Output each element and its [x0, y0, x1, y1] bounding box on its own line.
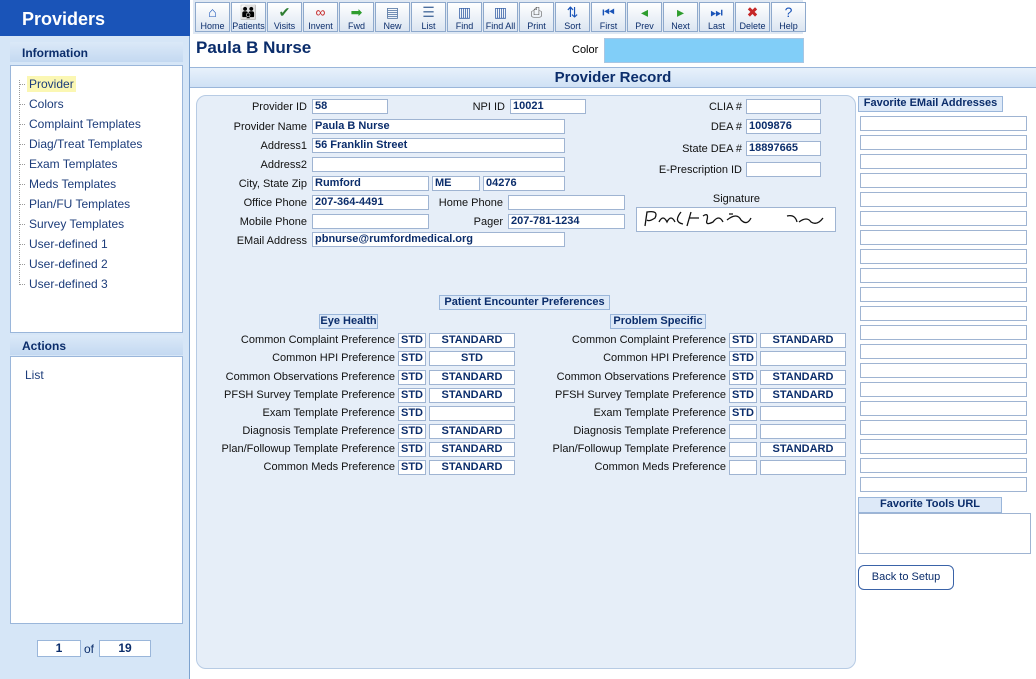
problem-specific-pref-value[interactable] [760, 406, 846, 421]
dea-field[interactable]: 1009876 [746, 119, 821, 134]
npi-id-field[interactable]: 10021 [510, 99, 586, 114]
state-dea-label: State DEA # [682, 143, 742, 155]
toolbar-button-label: Print [527, 21, 546, 31]
provider-id-label: Provider ID [251, 101, 307, 113]
eye-health-pref-value[interactable]: STANDARD [429, 460, 515, 475]
favorite-tools-url-field[interactable] [858, 513, 1031, 554]
help-icon: ? [784, 4, 793, 20]
tree-branch [19, 144, 25, 145]
signature-drawing [637, 208, 835, 231]
toolbar-button-label: Find [455, 21, 474, 31]
favorite-email-field[interactable] [860, 325, 1027, 340]
back-to-setup-button[interactable]: Back to Setup [858, 565, 954, 590]
office-phone-field[interactable]: 207-364-4491 [312, 195, 429, 210]
actions-panel [10, 356, 183, 624]
problem-specific-pref-label: Common Complaint Preference [571, 334, 726, 346]
eye-health-pref-code[interactable]: STD [398, 406, 426, 421]
eye-health-pref-value[interactable]: STANDARD [429, 388, 515, 403]
provider-id-field[interactable]: 58 [312, 99, 388, 114]
signature-label: Signature [712, 193, 760, 205]
city-field[interactable]: Rumford [312, 176, 429, 191]
favorite-email-header: Favorite EMail Addresses [858, 96, 1003, 112]
favorite-email-field[interactable] [860, 363, 1027, 378]
problem-specific-pref-code[interactable] [729, 460, 757, 475]
state-field[interactable]: ME [432, 176, 480, 191]
sidebar-item-provider[interactable]: Provider [29, 77, 74, 91]
sidebar [0, 0, 190, 679]
toolbar-button-label: New [383, 21, 402, 31]
new-document-icon: ▤ [385, 4, 400, 20]
sidebar-item-diag-treat-templates[interactable]: Diag/Treat Templates [29, 137, 143, 151]
address2-field[interactable] [312, 157, 565, 172]
preferences-header: Patient Encounter Preferences [439, 295, 610, 310]
npi-id-label: NPI ID [472, 101, 505, 113]
eye-health-pref-label: Exam Template Preference [262, 407, 395, 419]
delete-icon: ✖ [746, 4, 759, 20]
problem-specific-pref-value[interactable]: STANDARD [760, 370, 846, 385]
favorite-email-field[interactable] [860, 154, 1027, 169]
zip-field[interactable]: 04276 [483, 176, 565, 191]
eye-health-pref-code[interactable]: STD [398, 460, 426, 475]
clia-field[interactable] [746, 99, 821, 114]
eye-health-pref-value[interactable]: STD [429, 351, 515, 366]
toolbar-button-label: Invent [308, 21, 333, 31]
email-address-field[interactable]: pbnurse@rumfordmedical.org [312, 232, 565, 247]
favorite-email-field[interactable] [860, 287, 1027, 302]
tree-branch [19, 164, 25, 165]
problem-specific-pref-value[interactable]: STANDARD [760, 442, 846, 457]
mobile-phone-field[interactable] [312, 214, 429, 229]
eye-health-header: Eye Health [320, 315, 377, 327]
list-button[interactable] [411, 2, 446, 32]
help-button[interactable] [771, 2, 806, 32]
page-current[interactable]: 1 [37, 640, 81, 657]
problem-specific-pref-label: PFSH Survey Template Preference [555, 389, 726, 401]
toolbar-button-label: Delete [739, 21, 766, 31]
address2-label: Address2 [260, 159, 307, 171]
eye-health-pref-value[interactable]: STANDARD [429, 442, 515, 457]
page-of-label: of [84, 642, 95, 656]
fwd-button[interactable] [339, 2, 374, 32]
eprescription-label: E-Prescription ID [658, 164, 742, 176]
favorite-email-field[interactable] [860, 439, 1027, 454]
sidebar-item-survey-templates[interactable]: Survey Templates [29, 217, 125, 231]
favorite-email-field[interactable] [860, 458, 1027, 473]
eye-health-pref-label: Common HPI Preference [272, 352, 395, 364]
sidebar-item-meds-templates[interactable]: Meds Templates [29, 177, 117, 191]
problem-specific-pref-code[interactable]: STD [729, 333, 757, 348]
favorite-email-field[interactable] [860, 230, 1027, 245]
office-phone-label: Office Phone [243, 197, 307, 209]
eye-health-pref-code[interactable]: STD [398, 370, 426, 385]
tree-branch [19, 104, 25, 105]
sidebar-item-complaint-templates[interactable]: Complaint Templates [29, 117, 141, 131]
problem-specific-header: Problem Specific [610, 314, 706, 329]
color-label: Color [572, 44, 599, 56]
favorite-email-field[interactable] [860, 306, 1027, 321]
first-record-icon: ⏮ [602, 4, 615, 20]
find-all-icon: ▥ [493, 4, 508, 20]
favorite-email-field[interactable] [860, 401, 1027, 416]
toolbar-button-label: First [599, 21, 618, 31]
email-address-label: EMail Address [236, 235, 307, 247]
information-panel [10, 65, 183, 333]
favorite-email-field[interactable] [860, 249, 1027, 264]
eye-health-pref-label: Plan/Followup Template Preference [221, 443, 395, 455]
eye-health-pref-value[interactable]: STANDARD [429, 424, 515, 439]
clia-label: CLIA # [708, 101, 742, 113]
problem-specific-pref-label: Diagnosis Template Preference [573, 425, 726, 437]
home-button[interactable] [195, 2, 230, 32]
eye-health-pref-code[interactable]: STD [398, 333, 426, 348]
toolbar-button-label: Fwd [347, 21, 365, 31]
eye-health-pref-code[interactable]: STD [398, 388, 426, 403]
favorite-email-field[interactable] [860, 420, 1027, 435]
sidebar-item-user-defined-1[interactable]: User-defined 1 [29, 237, 108, 251]
print-button[interactable] [519, 2, 554, 32]
favorite-email-field[interactable] [860, 116, 1027, 131]
problem-specific-pref-label: Exam Template Preference [593, 407, 726, 419]
toolbar-button-label: Help [779, 21, 798, 31]
problem-specific-pref-value[interactable]: STANDARD [760, 388, 846, 403]
problem-specific-pref-code[interactable] [729, 442, 757, 457]
prev-button[interactable] [627, 2, 662, 32]
problem-specific-pref-label: Plan/Followup Template Preference [552, 443, 726, 455]
pager-field[interactable]: 207-781-1234 [508, 214, 625, 229]
toolbar-button-label: Home [200, 21, 225, 31]
find-icon: ▥ [457, 4, 472, 20]
visits-icon: ✔ [278, 4, 291, 20]
tree-branch [19, 284, 25, 285]
patients-button[interactable] [231, 2, 266, 32]
problem-specific-pref-code[interactable]: STD [729, 351, 757, 366]
invent-button[interactable] [303, 2, 338, 32]
eye-health-pref-label: Common Meds Preference [263, 461, 395, 473]
toolbar-button-label: Visits [273, 21, 296, 31]
toolbar-button-label: Patients [232, 21, 265, 31]
action-list[interactable]: List [25, 368, 44, 382]
toolbar-button-label: Last [707, 21, 725, 31]
sidebar-item-user-defined-2[interactable]: User-defined 2 [29, 257, 108, 271]
eye-health-pref-label: Diagnosis Template Preference [242, 425, 395, 437]
record-title: Provider Record [190, 67, 1036, 88]
toolbar-button-label: Find All [485, 21, 516, 31]
favorite-email-field[interactable] [860, 192, 1027, 207]
home-phone-label: Home Phone [438, 197, 503, 209]
eye-health-pref-value[interactable]: STANDARD [429, 333, 515, 348]
provider-name-label: Provider Name [233, 121, 307, 133]
pager-label: Pager [473, 216, 503, 228]
eye-health-pref-label: Common Complaint Preference [240, 334, 395, 346]
sidebar-item-exam-templates[interactable]: Exam Templates [29, 157, 118, 171]
tree-branch [19, 84, 25, 85]
next-button[interactable] [663, 2, 698, 32]
toolbar-button-label: Next [671, 21, 690, 31]
problem-specific-pref-code[interactable] [729, 424, 757, 439]
visits-button[interactable] [267, 2, 302, 32]
tree-branch [19, 124, 25, 125]
favorite-tools-header: Favorite Tools URL [858, 497, 1002, 513]
eye-health-pref-value[interactable]: STANDARD [429, 370, 515, 385]
find-all-button[interactable] [483, 2, 518, 32]
toolbar [193, 0, 803, 34]
dea-label: DEA # [710, 121, 742, 133]
glasses-icon: ∞ [315, 4, 326, 20]
tree-branch [19, 204, 25, 205]
problem-specific-pref-value[interactable] [760, 424, 846, 439]
actions-header: Actions [10, 335, 183, 355]
problem-specific-pref-label: Common Observations Preference [556, 371, 726, 383]
printer-icon: ⎙ [530, 4, 543, 20]
sidebar-item-user-defined-3[interactable]: User-defined 3 [29, 277, 108, 291]
city-state-zip-label: City, State Zip [238, 178, 307, 190]
tree-branch [19, 224, 25, 225]
address1-label: Address1 [260, 140, 307, 152]
home-phone-field[interactable] [508, 195, 625, 210]
toolbar-button-label: List [421, 21, 436, 31]
last-button[interactable] [699, 2, 734, 32]
tree-branch [19, 264, 25, 265]
favorite-email-field[interactable] [860, 344, 1027, 359]
eye-health-pref-label: Common Observations Preference [225, 371, 395, 383]
problem-specific-pref-value[interactable]: STANDARD [760, 333, 846, 348]
favorite-email-field[interactable] [860, 135, 1027, 150]
state-dea-field[interactable]: 18897665 [746, 141, 821, 156]
problem-specific-pref-label: Common HPI Preference [603, 352, 726, 364]
sort-button[interactable] [555, 2, 590, 32]
find-button[interactable] [447, 2, 482, 32]
eye-health-pref-label: PFSH Survey Template Preference [224, 389, 395, 401]
signature-image [636, 207, 836, 232]
problem-specific-pref-value[interactable] [760, 460, 846, 475]
first-button[interactable] [591, 2, 626, 32]
sort-icon: ⇅ [566, 4, 579, 20]
provider-name-field[interactable]: Paula B Nurse [312, 119, 565, 134]
list-icon: ☰ [422, 4, 435, 20]
tree-branch [19, 244, 25, 245]
problem-specific-pref-code[interactable]: STD [729, 388, 757, 403]
color-swatch[interactable] [604, 38, 804, 63]
delete-button[interactable] [735, 2, 770, 32]
toolbar-button-label: Sort [564, 21, 581, 31]
problem-specific-pref-code[interactable]: STD [729, 406, 757, 421]
new-button[interactable] [375, 2, 410, 32]
tree-line [19, 80, 20, 285]
favorite-email-field[interactable] [860, 173, 1027, 188]
eye-health-pref-value[interactable] [429, 406, 515, 421]
mobile-phone-label: Mobile Phone [239, 216, 307, 228]
sidebar-item-colors[interactable]: Colors [29, 97, 64, 111]
favorite-email-field[interactable] [860, 211, 1027, 226]
app-title: Providers [0, 0, 190, 36]
favorite-email-field[interactable] [860, 382, 1027, 397]
favorite-email-field[interactable] [860, 477, 1027, 492]
home-icon: ⌂ [208, 4, 217, 20]
address1-field[interactable]: 56 Franklin Street [312, 138, 565, 153]
problem-specific-pref-code[interactable]: STD [729, 370, 757, 385]
problem-specific-pref-value[interactable] [760, 351, 846, 366]
eye-health-pref-code[interactable]: STD [398, 442, 426, 457]
patients-icon: 👪 [239, 4, 258, 20]
forward-arrow-icon: ➡ [350, 4, 363, 20]
record-name: Paula B Nurse [196, 38, 312, 57]
problem-specific-pref-label: Common Meds Preference [594, 461, 726, 473]
previous-record-icon: ◂ [640, 4, 649, 20]
page-total: 19 [99, 640, 151, 657]
toolbar-button-label: Prev [635, 21, 654, 31]
favorite-email-field[interactable] [860, 268, 1027, 283]
eye-health-pref-code[interactable]: STD [398, 351, 426, 366]
sidebar-item-plan-fu-templates[interactable]: Plan/FU Templates [29, 197, 131, 211]
next-record-icon: ▸ [676, 4, 685, 20]
eprescription-field[interactable] [746, 162, 821, 177]
tree-branch [19, 184, 25, 185]
information-header: Information [10, 42, 183, 62]
eye-health-pref-code[interactable]: STD [398, 424, 426, 439]
last-record-icon: ⏭ [710, 4, 723, 20]
